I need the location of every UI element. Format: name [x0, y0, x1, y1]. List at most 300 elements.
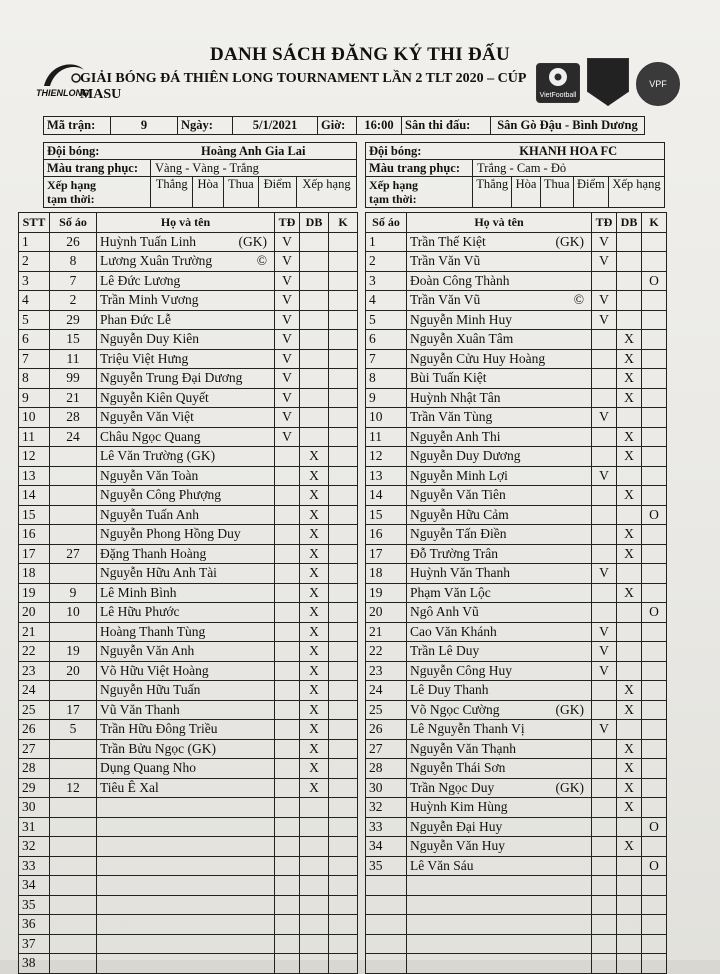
table-row — [366, 369, 667, 389]
table-row — [19, 232, 358, 252]
db-mark — [300, 408, 329, 428]
table-row — [366, 271, 667, 291]
player-name-cell — [407, 759, 592, 779]
db-mark: X — [617, 798, 642, 818]
player-name: Đặng Thanh Hoàng — [100, 545, 207, 561]
player-name-cell — [407, 427, 592, 447]
k-mark — [329, 759, 358, 779]
td-mark — [592, 603, 617, 623]
table-row — [366, 954, 667, 974]
table-row — [19, 271, 358, 291]
db-mark: X — [300, 759, 329, 779]
k-mark — [642, 739, 667, 759]
db-mark — [300, 895, 329, 915]
player-name-cell — [407, 447, 592, 467]
jersey-number — [50, 564, 97, 584]
jersey-number — [50, 915, 97, 935]
jersey-number: 32 — [366, 798, 407, 818]
player-name-cell — [407, 700, 592, 720]
td-mark — [275, 817, 300, 837]
team-b-name: KHANH HOA FC — [473, 143, 665, 160]
db-mark — [617, 954, 642, 974]
team-a-colors: Vàng - Vàng - Trắng — [151, 160, 357, 177]
db-mark — [617, 895, 642, 915]
player-name: Nguyễn Công Phượng — [100, 487, 221, 503]
db-mark: X — [300, 603, 329, 623]
db-mark — [617, 876, 642, 896]
db-mark — [300, 915, 329, 935]
db-mark — [617, 915, 642, 935]
player-name: Võ Hữu Việt Hoàng — [100, 662, 209, 678]
player-name-cell — [97, 817, 275, 837]
player-name-cell — [407, 876, 592, 896]
td-mark — [592, 544, 617, 564]
player-name: Nguyễn Duy Dương — [410, 448, 521, 464]
ho-ten-header: Họ và tên — [407, 213, 592, 233]
player-name-cell — [407, 681, 592, 701]
stt-cell: 20 — [19, 603, 50, 623]
stt-cell: 26 — [19, 720, 50, 740]
table-row — [19, 369, 358, 389]
jersey-number: 28 — [366, 759, 407, 779]
player-name-cell — [407, 817, 592, 837]
db-mark — [617, 291, 642, 311]
jersey-number: 24 — [50, 427, 97, 447]
table-row — [19, 837, 358, 857]
k-mark — [642, 447, 667, 467]
table-row — [366, 778, 667, 798]
player-name: Nguyễn Văn Anh — [100, 643, 195, 659]
xep-line1: Xếp hạng — [369, 178, 419, 192]
team-b-colors: Trắng - Cam - Đỏ — [473, 160, 665, 177]
player-name-cell — [407, 642, 592, 662]
td-mark — [592, 486, 617, 506]
k-mark — [329, 564, 358, 584]
db-mark — [300, 388, 329, 408]
jersey-number: 17 — [50, 700, 97, 720]
db-mark — [617, 661, 642, 681]
player-name-cell — [97, 759, 275, 779]
jersey-number: 17 — [366, 544, 407, 564]
k-mark — [329, 739, 358, 759]
jersey-number: 15 — [50, 330, 97, 350]
db-mark — [300, 427, 329, 447]
table-row — [19, 661, 358, 681]
jersey-number: 33 — [366, 817, 407, 837]
k-mark — [642, 525, 667, 545]
stt-cell: 36 — [19, 915, 50, 935]
db-mark: X — [617, 837, 642, 857]
table-row — [366, 798, 667, 818]
td-mark — [592, 388, 617, 408]
jersey-number: 12 — [366, 447, 407, 467]
table-row — [366, 486, 667, 506]
team-a-info — [43, 142, 357, 208]
table-row — [19, 915, 358, 935]
td-mark — [275, 720, 300, 740]
k-mark — [329, 486, 358, 506]
k-mark — [642, 408, 667, 428]
player-name-cell — [97, 837, 275, 857]
jersey-number: 8 — [366, 369, 407, 389]
k-mark — [329, 778, 358, 798]
table-row — [366, 700, 667, 720]
db-mark — [300, 798, 329, 818]
player-name-cell — [407, 603, 592, 623]
player-name: Huỳnh Kim Hùng — [410, 799, 508, 815]
jersey-number: 20 — [50, 661, 97, 681]
jersey-number — [50, 681, 97, 701]
k-mark — [329, 817, 358, 837]
table-row — [19, 564, 358, 584]
player-name-cell — [407, 895, 592, 915]
stt-cell: 24 — [19, 681, 50, 701]
db-mark: X — [300, 661, 329, 681]
db-header: DB — [300, 213, 329, 233]
table-row — [366, 349, 667, 369]
jersey-number: 2 — [50, 291, 97, 311]
team-b-diem: Điểm — [573, 177, 608, 208]
player-name: Châu Ngọc Quang — [100, 428, 201, 444]
jersey-number: 26 — [366, 720, 407, 740]
stt-cell: 38 — [19, 954, 50, 974]
jersey-number: 4 — [366, 291, 407, 311]
player-name-cell — [97, 252, 275, 272]
match-info-table — [43, 116, 645, 135]
k-mark — [329, 388, 358, 408]
k-mark — [642, 564, 667, 584]
table-row — [19, 739, 358, 759]
jersey-number: 14 — [366, 486, 407, 506]
db-mark: X — [300, 486, 329, 506]
td-mark: V — [592, 661, 617, 681]
k-mark — [642, 310, 667, 330]
jersey-number: 23 — [366, 661, 407, 681]
td-mark — [592, 954, 617, 974]
k-mark — [642, 798, 667, 818]
k-mark — [329, 447, 358, 467]
stt-cell: 37 — [19, 934, 50, 954]
td-header: TĐ — [275, 213, 300, 233]
k-mark — [642, 583, 667, 603]
td-mark — [592, 856, 617, 876]
db-mark: X — [300, 642, 329, 662]
player-name: Nguyễn Trung Đại Dương — [100, 370, 243, 386]
td-header: TĐ — [592, 213, 617, 233]
db-mark: X — [617, 739, 642, 759]
stt-cell: 13 — [19, 466, 50, 486]
db-mark: X — [300, 622, 329, 642]
db-mark — [617, 603, 642, 623]
table-row — [366, 934, 667, 954]
table-row — [19, 466, 358, 486]
db-mark — [300, 954, 329, 974]
td-mark — [275, 915, 300, 935]
goalkeeper-tag: (GK) — [555, 233, 584, 249]
player-name: Nguyễn Anh Thi — [410, 428, 501, 444]
k-mark — [642, 622, 667, 642]
stt-cell: 21 — [19, 622, 50, 642]
k-mark — [329, 408, 358, 428]
player-name-cell — [97, 895, 275, 915]
xep-line1: Xếp hạng — [47, 178, 97, 192]
page-title: DANH SÁCH ĐĂNG KÝ THI ĐẤU — [209, 44, 511, 65]
td-mark — [275, 681, 300, 701]
player-name-cell — [97, 622, 275, 642]
player-name-cell — [97, 876, 275, 896]
player-name-cell — [97, 798, 275, 818]
player-name: Nguyễn Hữu Anh Tài — [100, 565, 217, 581]
player-name-cell — [407, 934, 592, 954]
td-mark — [592, 837, 617, 857]
player-name: Huỳnh Nhật Tân — [410, 389, 501, 405]
k-mark — [329, 934, 358, 954]
so-ao-header: Số áo — [366, 213, 407, 233]
table-row — [366, 739, 667, 759]
jersey-number: 30 — [366, 778, 407, 798]
player-name: Lương Xuân Trường — [100, 253, 213, 269]
player-name: Nguyễn Tấn Điền — [410, 526, 507, 542]
db-mark — [300, 856, 329, 876]
jersey-number — [50, 954, 97, 974]
k-mark — [329, 915, 358, 935]
td-mark — [275, 505, 300, 525]
k-mark — [642, 486, 667, 506]
td-mark: V — [592, 466, 617, 486]
jersey-number: 34 — [366, 837, 407, 857]
td-mark — [592, 817, 617, 837]
db-mark — [300, 349, 329, 369]
db-mark: X — [617, 525, 642, 545]
k-mark — [642, 232, 667, 252]
team-b-thua: Thua — [540, 177, 573, 208]
k-mark — [329, 349, 358, 369]
db-mark — [617, 252, 642, 272]
table-row — [366, 408, 667, 428]
player-name: Lê Văn Trường (GK) — [100, 448, 216, 464]
table-row — [19, 817, 358, 837]
td-mark — [592, 583, 617, 603]
table-row — [366, 564, 667, 584]
db-mark: X — [617, 544, 642, 564]
player-name: Huỳnh Văn Thanh — [410, 565, 510, 581]
player-name: Trần Văn Vũ — [410, 292, 481, 308]
team-b-roster — [365, 212, 667, 974]
player-name: Tiêu Ê Xal — [100, 779, 159, 795]
player-name: Nguyễn Minh Huy — [410, 311, 512, 327]
table-row — [19, 856, 358, 876]
player-name-cell — [97, 915, 275, 935]
td-mark — [592, 349, 617, 369]
table-row — [366, 525, 667, 545]
player-name: Dụng Quang Nho — [100, 760, 196, 776]
stt-cell: 28 — [19, 759, 50, 779]
table-row — [366, 837, 667, 857]
player-name: Nguyễn Xuân Tâm — [410, 331, 514, 347]
player-name-cell — [407, 330, 592, 350]
td-mark — [275, 661, 300, 681]
player-name-cell — [97, 447, 275, 467]
db-mark — [617, 622, 642, 642]
k-mark — [329, 603, 358, 623]
player-name: Đoàn Công Thành — [410, 272, 510, 288]
td-mark: V — [275, 427, 300, 447]
table-row — [19, 544, 358, 564]
db-mark — [617, 466, 642, 486]
table-row — [19, 778, 358, 798]
player-name: Phạm Văn Lộc — [410, 584, 491, 600]
stt-cell: 2 — [19, 252, 50, 272]
table-row — [366, 505, 667, 525]
jersey-number — [50, 447, 97, 467]
player-name: Trần Hữu Đông Triều — [100, 721, 218, 737]
player-name-cell — [407, 544, 592, 564]
team-a-doi-bong-label: Đội bóng: — [44, 143, 151, 160]
player-name-cell — [97, 486, 275, 506]
jersey-number: 2 — [366, 252, 407, 272]
db-mark — [300, 876, 329, 896]
db-mark — [300, 817, 329, 837]
table-row — [19, 505, 358, 525]
table-row — [366, 447, 667, 467]
jersey-number — [50, 876, 97, 896]
k-mark — [642, 895, 667, 915]
db-mark — [617, 856, 642, 876]
td-mark — [275, 895, 300, 915]
table-row — [366, 915, 667, 935]
player-name: Nguyễn Hữu Tuấn — [100, 682, 201, 698]
jersey-number — [366, 876, 407, 896]
jersey-number — [366, 954, 407, 974]
jersey-number: 9 — [366, 388, 407, 408]
db-mark — [617, 934, 642, 954]
db-mark: X — [617, 427, 642, 447]
table-row — [19, 310, 358, 330]
player-name: Trần Bửu Ngọc (GK) — [100, 740, 216, 756]
player-name-cell — [97, 310, 275, 330]
k-mark — [329, 895, 358, 915]
td-mark — [275, 778, 300, 798]
k-mark — [642, 252, 667, 272]
td-mark — [275, 759, 300, 779]
db-mark — [300, 330, 329, 350]
table-row — [19, 427, 358, 447]
td-mark — [275, 583, 300, 603]
stt-cell: 8 — [19, 369, 50, 389]
player-name: Nguyễn Văn Thạnh — [410, 740, 516, 756]
td-mark — [275, 642, 300, 662]
td-mark — [592, 330, 617, 350]
jersey-number — [50, 759, 97, 779]
team-a-roster — [18, 212, 358, 974]
jersey-number: 10 — [50, 603, 97, 623]
td-mark — [275, 739, 300, 759]
td-mark — [592, 271, 617, 291]
team-b-hoa: Hòa — [512, 177, 540, 208]
stt-cell: 11 — [19, 427, 50, 447]
stt-cell: 25 — [19, 700, 50, 720]
td-mark — [275, 622, 300, 642]
player-name-cell — [97, 856, 275, 876]
player-name-cell — [97, 954, 275, 974]
db-mark — [300, 837, 329, 857]
table-row — [19, 388, 358, 408]
team-a-hoa: Hòa — [193, 177, 223, 208]
table-row — [366, 642, 667, 662]
k-mark — [642, 427, 667, 447]
player-name-cell — [97, 583, 275, 603]
k-mark — [329, 720, 358, 740]
table-row — [366, 310, 667, 330]
td-mark — [592, 427, 617, 447]
player-name-cell — [407, 291, 592, 311]
table-row — [19, 486, 358, 506]
player-name: Nguyễn Tuấn Anh — [100, 506, 200, 522]
player-name-cell — [407, 564, 592, 584]
player-name-cell — [97, 408, 275, 428]
k-mark: O — [642, 856, 667, 876]
td-mark: V — [592, 564, 617, 584]
k-mark — [329, 232, 358, 252]
td-mark — [275, 876, 300, 896]
stt-cell: 12 — [19, 447, 50, 467]
player-name: Cao Văn Khánh — [410, 623, 497, 639]
jersey-number: 5 — [50, 720, 97, 740]
db-mark — [617, 232, 642, 252]
stt-cell: 30 — [19, 798, 50, 818]
player-name: Trần Văn Tùng — [410, 409, 493, 425]
stt-cell: 16 — [19, 525, 50, 545]
table-row — [19, 349, 358, 369]
stt-cell: 33 — [19, 856, 50, 876]
player-name-cell — [97, 271, 275, 291]
k-mark — [642, 661, 667, 681]
table-row — [366, 544, 667, 564]
stt-cell: 10 — [19, 408, 50, 428]
db-mark — [300, 291, 329, 311]
td-mark — [592, 447, 617, 467]
table-row — [19, 525, 358, 545]
db-mark: X — [617, 583, 642, 603]
k-mark — [329, 505, 358, 525]
player-name-cell — [97, 349, 275, 369]
td-mark: V — [592, 720, 617, 740]
jersey-number: 27 — [366, 739, 407, 759]
td-mark: V — [275, 349, 300, 369]
td-mark — [592, 681, 617, 701]
k-mark — [329, 310, 358, 330]
k-mark — [642, 388, 667, 408]
player-name-cell — [407, 466, 592, 486]
jersey-number: 3 — [366, 271, 407, 291]
gio-value: 16:00 — [357, 117, 402, 135]
jersey-number: 1 — [366, 232, 407, 252]
td-mark — [275, 954, 300, 974]
td-mark: V — [275, 369, 300, 389]
team-a-name: Hoàng Anh Gia Lai — [151, 143, 357, 160]
db-mark — [300, 310, 329, 330]
db-mark: X — [617, 700, 642, 720]
player-name: Phan Đức Lễ — [100, 311, 172, 327]
jersey-number: 19 — [366, 583, 407, 603]
team-a-thang: Thắng — [151, 177, 193, 208]
k-mark — [642, 369, 667, 389]
jersey-number: 35 — [366, 856, 407, 876]
table-row — [19, 895, 358, 915]
jersey-number: 20 — [366, 603, 407, 623]
player-name: Huỳnh Tuấn Linh — [100, 233, 197, 249]
k-mark — [329, 544, 358, 564]
